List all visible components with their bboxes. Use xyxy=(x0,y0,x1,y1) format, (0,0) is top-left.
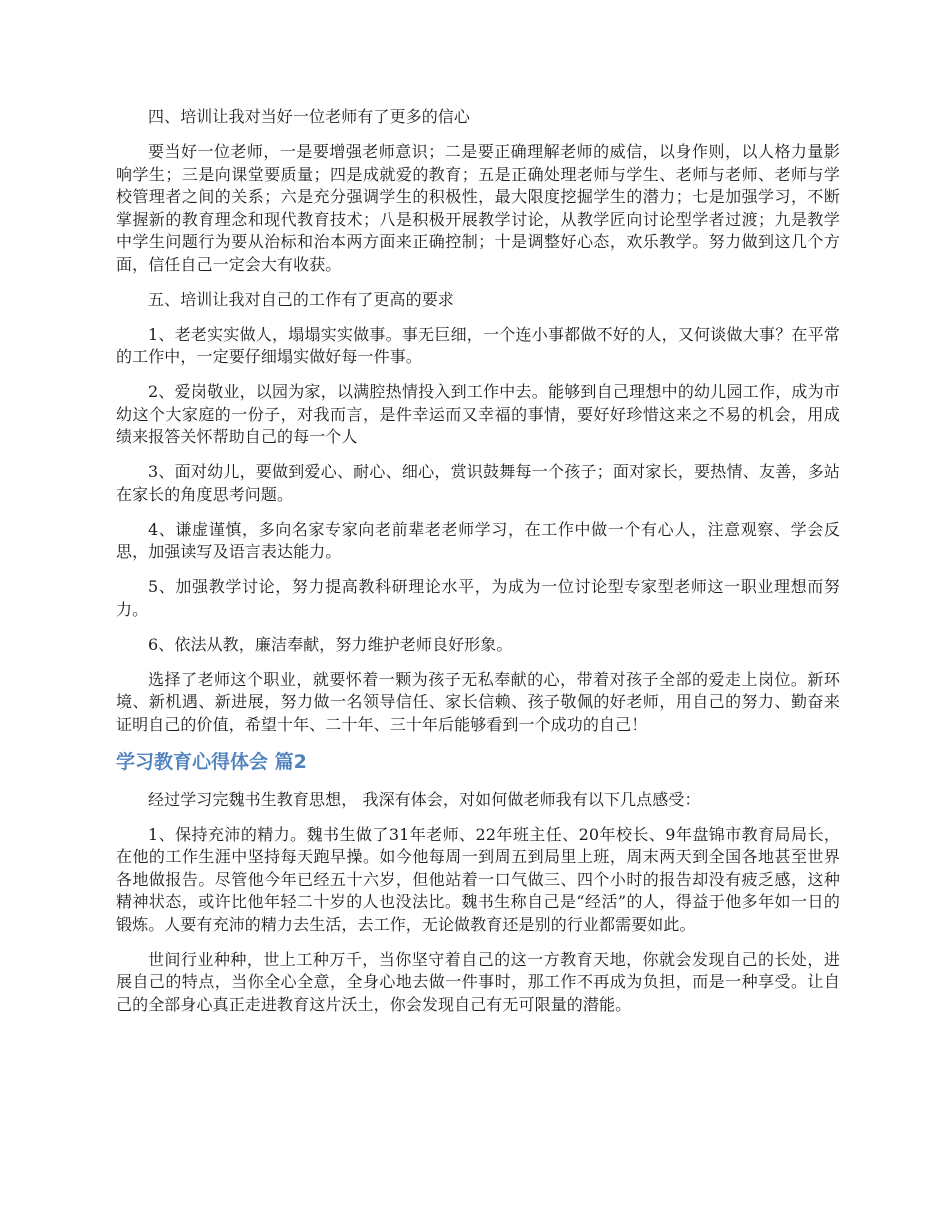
paragraph: 经过学习完魏书生教育思想， 我深有体会，对如何做老师我有以下几点感受： xyxy=(148,789,701,809)
paragraph: 要当好一位老师，一是要增强老师意识；二是要正确理解老师的威信，以身作则，以人格力量影响学生；三是向课堂要质量；四是成就爱的教育；五是正确处理老师与学生、老师与老师、老师与学校管理者之间的关系；六是充分强调学生的积极性，最大限度挖掘学生的潜力；七是加强学习，不断掌握新的教育理念和现代教育技术；八是积极开展教学讨论，从教学匠向讨论型学者过渡；九是教学中学生问题行为要从治标和治本两方面来正确控制；十是调整好心态，欢乐教学。努力做到这几个方面，信任自己一定会大有收获。 xyxy=(116,142,840,274)
list-item: 1、老老实实做人，塌塌实实做事。事无巨细，一个连小事都做不好的人，又何谈做大事？在平常的工作中，一定要仔细塌实做好每一件事。 xyxy=(116,324,840,366)
document-body xyxy=(116,106,840,1029)
list-item: 4、谦虚谨慎，多向名家专家向老前辈老老师学习，在工作中做一个有心人，注意观察、学会反思，加强读写及语言表达能力。 xyxy=(116,519,840,561)
list-item: 6、依法从教，廉洁奉献，努力维护老师良好形象。 xyxy=(148,634,513,654)
paragraph: 世间行业种种，世上工种万千，当你坚守着自己的这一方教育天地，你就会发现自己的长处，进展自己的特点，当你全心全意，全身心地去做一件事时，那工作不再成为负担，而是一种享受。让自己的全部身心真正走进教育这片沃土，你会发现自己有无可限量的潜能。 xyxy=(116,949,840,1014)
paragraph: 1、保持充沛的精力。魏书生做了31年老师、22年班主任、20年校长、9年盘锦市教育局局长，在他的工作生涯中坚持每天跑早操。如今他每周一到周五到局里上班，周末两天到全国各地甚至世界各地做报告。尽管他今年已经五十六岁，但他站着一口气做三、四个小时的报告却没有疲乏感，这种精神状态，或许比他年轻二十岁的人也没法比。魏书生称自己是“经活”的人，得益于他多年如一日的锻炼。人要有充沛的精力去生活，去工作，无论做教育还是别的行业都需要如此。 xyxy=(116,824,840,934)
subheading-four: 四、培训让我对当好一位老师有了更多的信心 xyxy=(148,107,471,126)
subheading-five: 五、培训让我对自己的工作有了更高的要求 xyxy=(148,289,454,309)
section-heading: 学习教育心得体会 篇2 xyxy=(116,750,307,773)
paragraph: 选择了老师这个职业，就要怀着一颗为孩子无私奉献的心，带着对孩子全部的爱走上岗位。新环境、新机遇、新进展，努力做一名领导信任、家长信赖、孩子敬佩的好老师，用自己的努力、勤奋来证明自己的价值，希望十年、二十年、三十年后能够看到一个成功的自己！ xyxy=(116,669,840,734)
list-item: 3、面对幼儿，要做到爱心、耐心、细心，赏识鼓舞每一个孩子；面对家长，要热情、友善，多站在家长的角度思考问题。 xyxy=(116,462,840,504)
list-item: 2、爱岗敬业，以园为家，以满腔热情投入到工作中去。能够到自己理想中的幼儿园工作，成为市幼这个大家庭的一份子，对我而言，是件幸运而又幸福的事情，要好好珍惜这来之不易的机会，用成绩来报答关怀帮助自己的每一个人 xyxy=(116,382,840,446)
list-item: 5、加强教学讨论，努力提高教科研理论水平，为成为一位讨论型专家型老师这一职业理想而努力。 xyxy=(116,577,840,619)
